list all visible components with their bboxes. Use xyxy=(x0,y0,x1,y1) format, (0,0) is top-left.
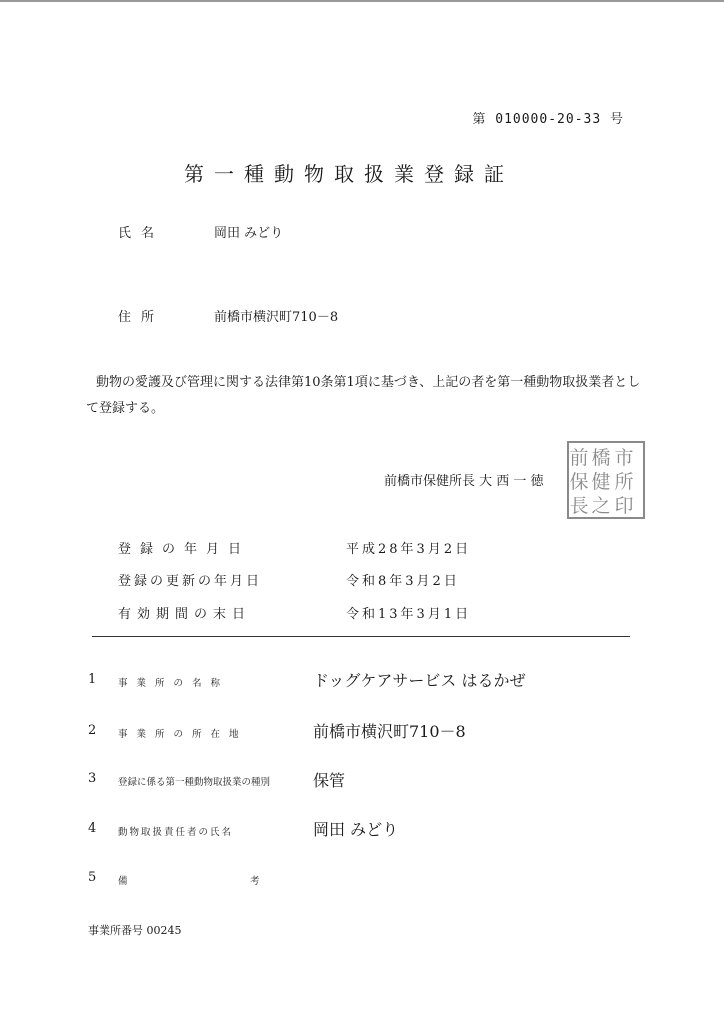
svg-text:保: 保 xyxy=(569,471,589,493)
date-value-renewal: 令和8年3月2日 xyxy=(346,574,460,589)
official-seal xyxy=(566,440,646,520)
item-number: 1 xyxy=(88,672,97,687)
svg-text:市: 市 xyxy=(614,447,634,469)
svg-text:前: 前 xyxy=(569,447,589,469)
svg-text:長: 長 xyxy=(569,495,589,517)
svg-text:印: 印 xyxy=(614,495,634,517)
address-label: 住所 xyxy=(118,310,165,325)
svg-text:之: 之 xyxy=(591,495,611,517)
name-value: 岡田 みどり xyxy=(214,226,284,241)
item-label-end: 考 xyxy=(250,876,269,887)
item-number: 5 xyxy=(88,870,97,885)
document-title: 第一種動物取扱業登録証 xyxy=(184,162,514,186)
item-number: 3 xyxy=(88,771,97,786)
item-value: 岡田 みどり xyxy=(313,820,399,839)
svg-text:健: 健 xyxy=(591,471,611,493)
registration-statement: 動物の愛護及び管理に関する法律第10条第1項に基づき、上記の者を第一種動物取扱業者として登録する。 xyxy=(86,375,641,416)
date-label-renewal: 登録の更新の年月日 xyxy=(118,574,263,589)
item-value: ドッグケアサービス はるかぜ xyxy=(313,671,526,690)
document-number: 第 010000-20-33 号 xyxy=(472,112,624,127)
item-number: 4 xyxy=(88,821,97,836)
item-number: 2 xyxy=(88,723,97,738)
item-label: 事業所の所在地 xyxy=(118,729,248,740)
name-label: 氏名 xyxy=(118,226,165,241)
signer-line: 前橋市保健所長 大 西 一 徳 xyxy=(384,474,544,489)
scan-top-edge xyxy=(0,0,724,2)
address-value: 前橋市横沢町710－8 xyxy=(214,310,339,325)
date-label-expiry: 有効期間の末日 xyxy=(118,607,252,622)
item-label: 登録に係る第一種動物取扱業の種別 xyxy=(118,777,271,788)
item-label: 事業所の名称 xyxy=(118,678,230,689)
section-divider xyxy=(92,636,630,637)
item-label: 動物取扱責任者の氏名 xyxy=(118,827,234,838)
date-value-expiry: 令和13年3月1日 xyxy=(346,607,472,622)
date-label-registration: 登録の年月日 xyxy=(118,542,251,557)
item-label: 備 xyxy=(118,876,137,887)
date-value-registration: 平成28年3月2日 xyxy=(346,542,472,557)
seal-graphic xyxy=(566,440,646,520)
item-value: 保管 xyxy=(313,771,346,790)
svg-text:所: 所 xyxy=(614,471,634,493)
svg-text:橋: 橋 xyxy=(591,447,611,469)
item-value: 前橋市横沢町710－8 xyxy=(313,722,466,741)
office-number: 事業所番号 00245 xyxy=(88,924,182,937)
